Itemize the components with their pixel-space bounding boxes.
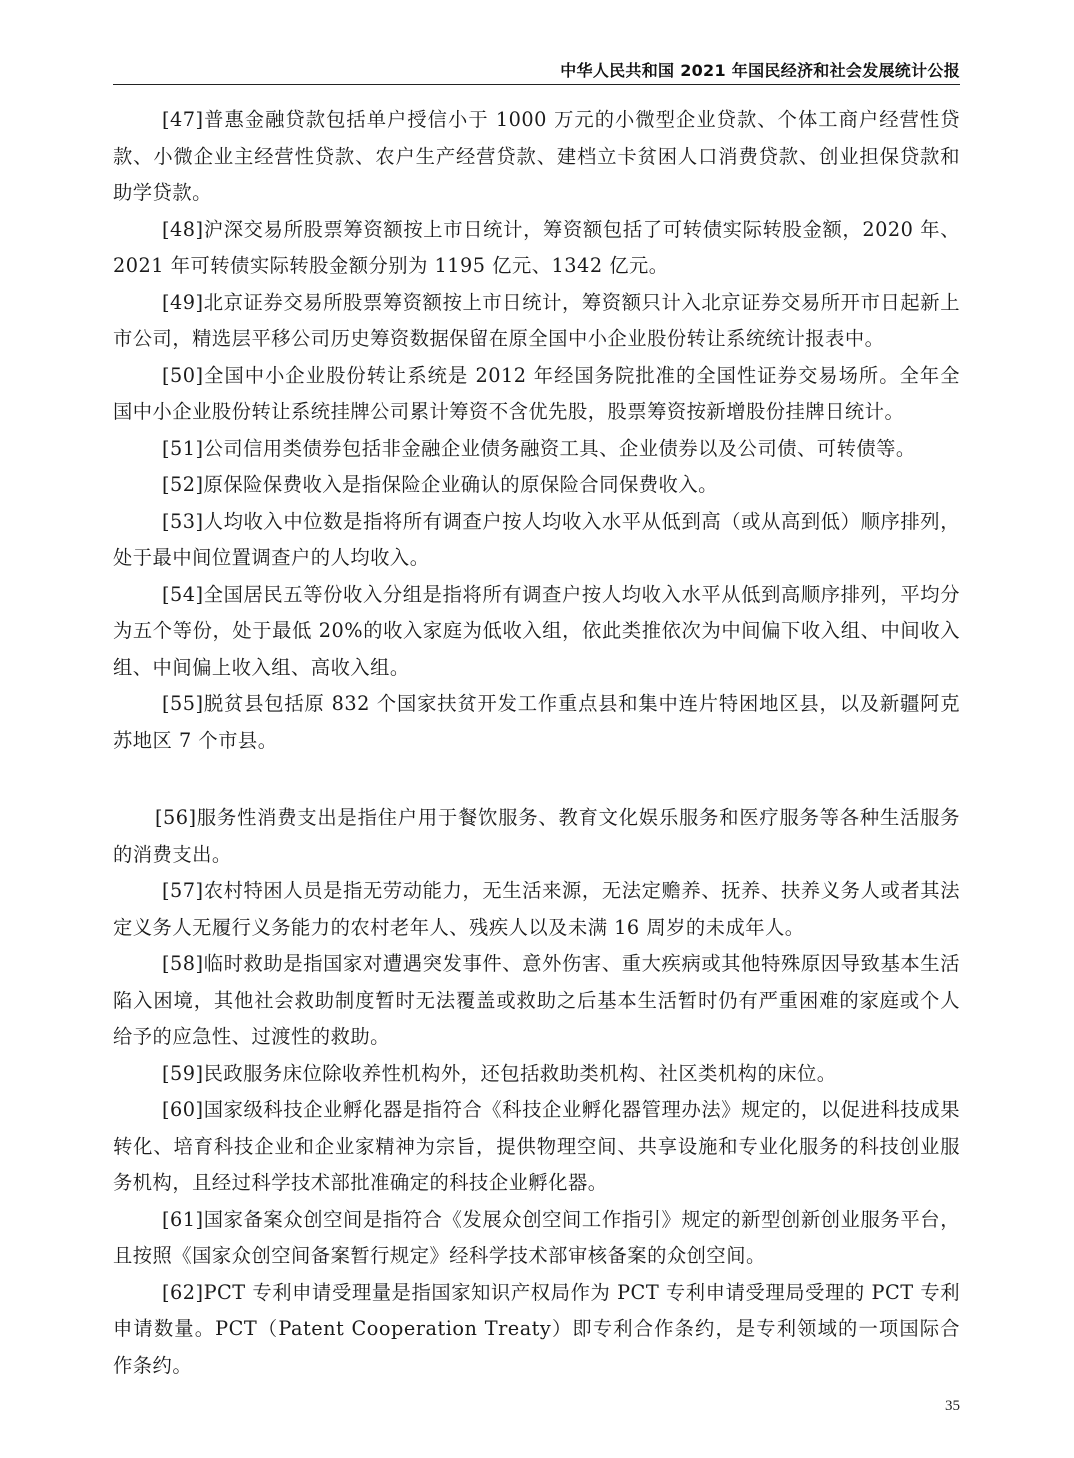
note-60: [60]国家级科技企业孵化器是指符合《科技企业孵化器管理办法》规定的，以促进科技成果转化、培育科技企业和企业家精神为宗旨，提供物理空间、共享设施和专业化服务的科技创业服务机构，且经过科学技术部批准确定的科技企业孵化器。 (113, 1098, 960, 1194)
note-48: [48]沪深交易所股票筹资额按上市日统计，筹资额包括了可转债实际转股金额，2020 年、2021 年可转债实际转股金额分别为 1195 亿元、1342 亿元。 (113, 217, 960, 277)
note-61: [61]国家备案众创空间是指符合《发展众创空间工作指引》规定的新型创新创业服务平台，且按照《国家众创空间备案暂行规定》经科学技术部审核备案的众创空间。 (113, 1207, 960, 1267)
header-title: 中华人民共和国 2021 年国民经济和社会发展统计公报 (560, 61, 960, 80)
note-52: [52]原保险保费收入是指保险企业确认的原保险合同保费收入。 (162, 473, 718, 496)
note-50: [50]全国中小企业股份转让系统是 2012 年经国务院批准的全国性证券交易场所。全年全国中小企业股份转让系统挂牌公司累计筹资不含优先股，股票筹资按新增股份挂牌日统计。 (113, 363, 960, 423)
note-51: [51]公司信用类债券包括非金融企业债务融资工具、企业债券以及公司债、可转债等。 (162, 436, 916, 460)
note-54: [54]全国居民五等份收入分组是指将所有调查户按人均收入水平从低到高顺序排列，平均分为五个等份，处于最低 20%的收入家庭为低收入组，依此类推依次为中间偏下收入组、中间收入组、中间偏上收入组、高收入组。 (113, 582, 960, 679)
paragraph-gap (113, 759, 960, 800)
note-57: [57]农村特困人员是指无劳动能力，无生活来源，无法定赡养、抚养、扶养义务人或者其法定义务人无履行义务能力的农村老年人、残疾人以及未满 16 周岁的未成年人。 (113, 879, 960, 939)
note-56: [56]服务性消费支出是指住户用于餐饮服务、教育文化娱乐服务和医疗服务等各种生活服务的消费支出。 (113, 806, 960, 866)
page-number: 35 (945, 1398, 960, 1414)
note-59: [59]民政服务床位除收养性机构外，还包括救助类机构、社区类机构的床位。 (162, 1061, 837, 1085)
note-58: [58]临时救助是指国家对遭遇突发事件、意外伤害、重大疾病或其他特殊原因导致基本生活陷入困境，其他社会救助制度暂时无法覆盖或救助之后基本生活暂时仍有严重困难的家庭或个人给予的应急性、过渡性的救助。 (113, 952, 960, 1048)
note-62: [62]PCT 专利申请受理量是指国家知识产权局作为 PCT 专利申请受理局受理的 PCT 专利申请数量。PCT（Patent Cooperation Treaty）即专利合作条约，是专利领域的一项国际合作条约。 (113, 1280, 960, 1377)
note-47: [47]普惠金融贷款包括单户授信小于 1000 万元的小微型企业贷款、个体工商户经营性贷款、小微企业主经营性贷款、农户生产经营贷款、建档立卡贫困人口消费贷款、创业担保贷款和助学贷款。 (113, 108, 960, 204)
note-53: [53]人均收入中位数是指将所有调查户按人均收入水平从低到高（或从高到低）顺序排列，处于最中间位置调查户的人均收入。 (113, 509, 960, 569)
notes-body (113, 102, 960, 1384)
note-55: [55]脱贫县包括原 832 个国家扶贫开发工作重点县和集中连片特困地区县，以及新疆阿克苏地区 7 个市县。 (113, 692, 960, 752)
note-49: [49]北京证券交易所股票筹资额按上市日统计，筹资额只计入北京证券交易所开市日起新上市公司，精选层平移公司历史筹资数据保留在原全国中小企业股份转让系统统计报表中。 (113, 290, 960, 350)
page-header (113, 56, 960, 85)
